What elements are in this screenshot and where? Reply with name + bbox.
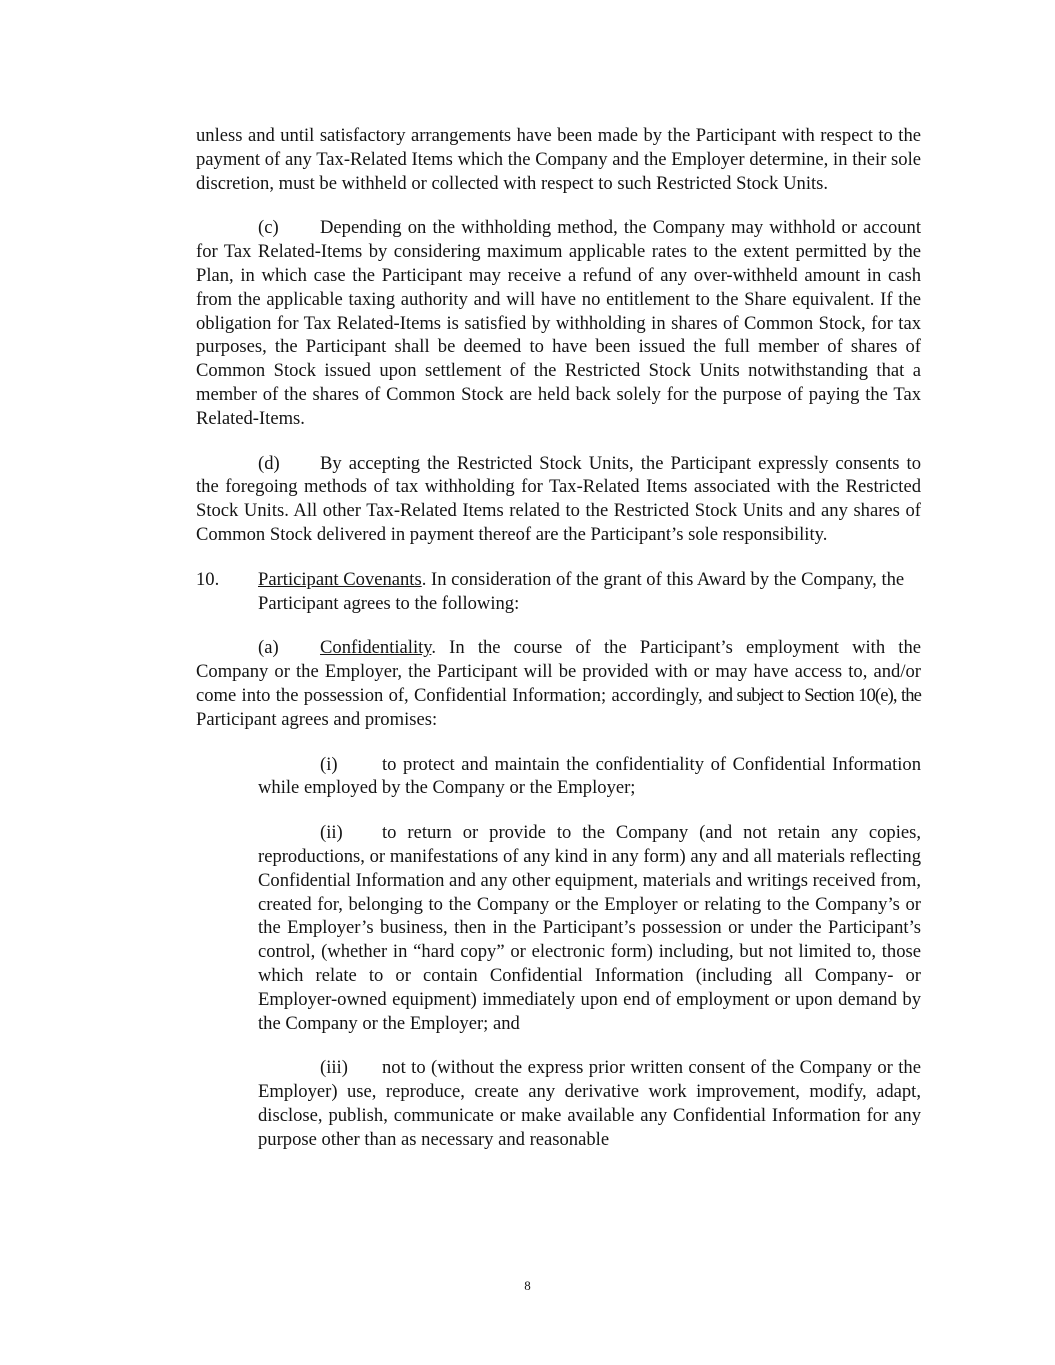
paragraph-i-label: (i) xyxy=(320,753,338,775)
paragraph-ii-label: (ii) xyxy=(320,822,343,844)
paragraph-a-text-end: Participant agrees and promises: xyxy=(196,708,438,730)
paragraph-c-label: (c) xyxy=(258,217,279,239)
paragraph-c-text: Depending on the withholding method, the Company may withhold or account for Tax Related-Items by considering maximum applicable rates to the extent permitted by the Plan, in which case the Participant may receive a refund of any over-withheld amount in cash from the applicable taxing authority and will have no entitlement to the Share equivalent. If the obligation for Tax Related-Items is satisfied by withholding in shares of Common Stock, for tax purposes, the Participant shall be deemed to have been issued the full member of shares of Common Stock issued upon settlement of the Restricted Stock Units notwithstanding that a member of the shares of Common Stock are held back solely for the purpose of paying the Tax Related-Items. xyxy=(196,217,921,429)
paragraph-a-condensed-text: and subject to Section 10(e), the xyxy=(707,684,922,706)
paragraph-c xyxy=(196,216,921,430)
paragraph-iii-label: (iii) xyxy=(320,1057,348,1079)
paragraph-i-text: to protect and maintain the confidentiality of Confidential Information while employed by the Company or the Employer; xyxy=(258,753,921,799)
section-10-text: . In consideration of the grant of this Award by the Company, the Participant agrees to the following: xyxy=(258,568,905,614)
paragraph-a-label: (a) xyxy=(258,637,279,659)
section-10 xyxy=(196,568,921,616)
paragraph-iii-text: not to (without the express prior written consent of the Company or the Employer) use, reproduce, create any derivative work improvement, modify, adapt, disclose, publish, communicate or make available any Confidential Information for any purpose other than as necessary and reasonable xyxy=(258,1057,921,1150)
section-10-heading: Participant Covenants xyxy=(258,568,422,590)
paragraph-iii xyxy=(258,1056,921,1151)
paragraph-d xyxy=(196,452,921,547)
paragraph-ii-text: to return or provide to the Company (and not retain any copies, reproductions, or manifestations of any kind in any form) any and all materials reflecting Confidential Information and any other equipment, materials and writings received from, created for, belonging to the Company or the Employer or relating to the Company’s or the Employer’s business, then in the Participant’s possession or under the Participant’s control, (whether in “hard copy” or electronic form) including, but not limited to, those which relate to or contain Confidential Information (including all Company- or Employer-owned equipment) immediately upon end of employment or upon demand by the Company or the Employer; and xyxy=(258,822,921,1034)
paragraph-a-text: . In the course of the Participant’s employment with the Company or the Employer, the Participant will be provided with or may have access to, and/or come into the possession of, Confidential Information; accordingly, xyxy=(196,637,921,706)
paragraph-intro: unless and until satisfactory arrangements have been made by the Participant with respect to the payment of any Tax-Related Items which the Company and the Employer determine, in their sole discretion, must be withheld or collected with respect to such Restricted Stock Units. xyxy=(196,125,921,194)
document-body xyxy=(196,124,921,1172)
paragraph-d-label: (d) xyxy=(258,452,280,474)
paragraph-d-text: By accepting the Restricted Stock Units, the Participant expressly consents to the foregoing methods of tax withholding for Tax-Related Items associated with the Restricted Stock Units. All other Tax-Related Items related to the Restricted Stock Units and any shares of Common Stock delivered in payment thereof are the Participant’s sole responsibility. xyxy=(196,452,921,545)
page-number: 8 xyxy=(524,1278,531,1293)
section-10-number: 10. xyxy=(196,568,220,590)
paragraph-ii xyxy=(258,821,921,1035)
paragraph-a xyxy=(196,636,921,731)
paragraph-a-heading: Confidentiality xyxy=(320,637,432,659)
paragraph-i xyxy=(258,753,921,801)
